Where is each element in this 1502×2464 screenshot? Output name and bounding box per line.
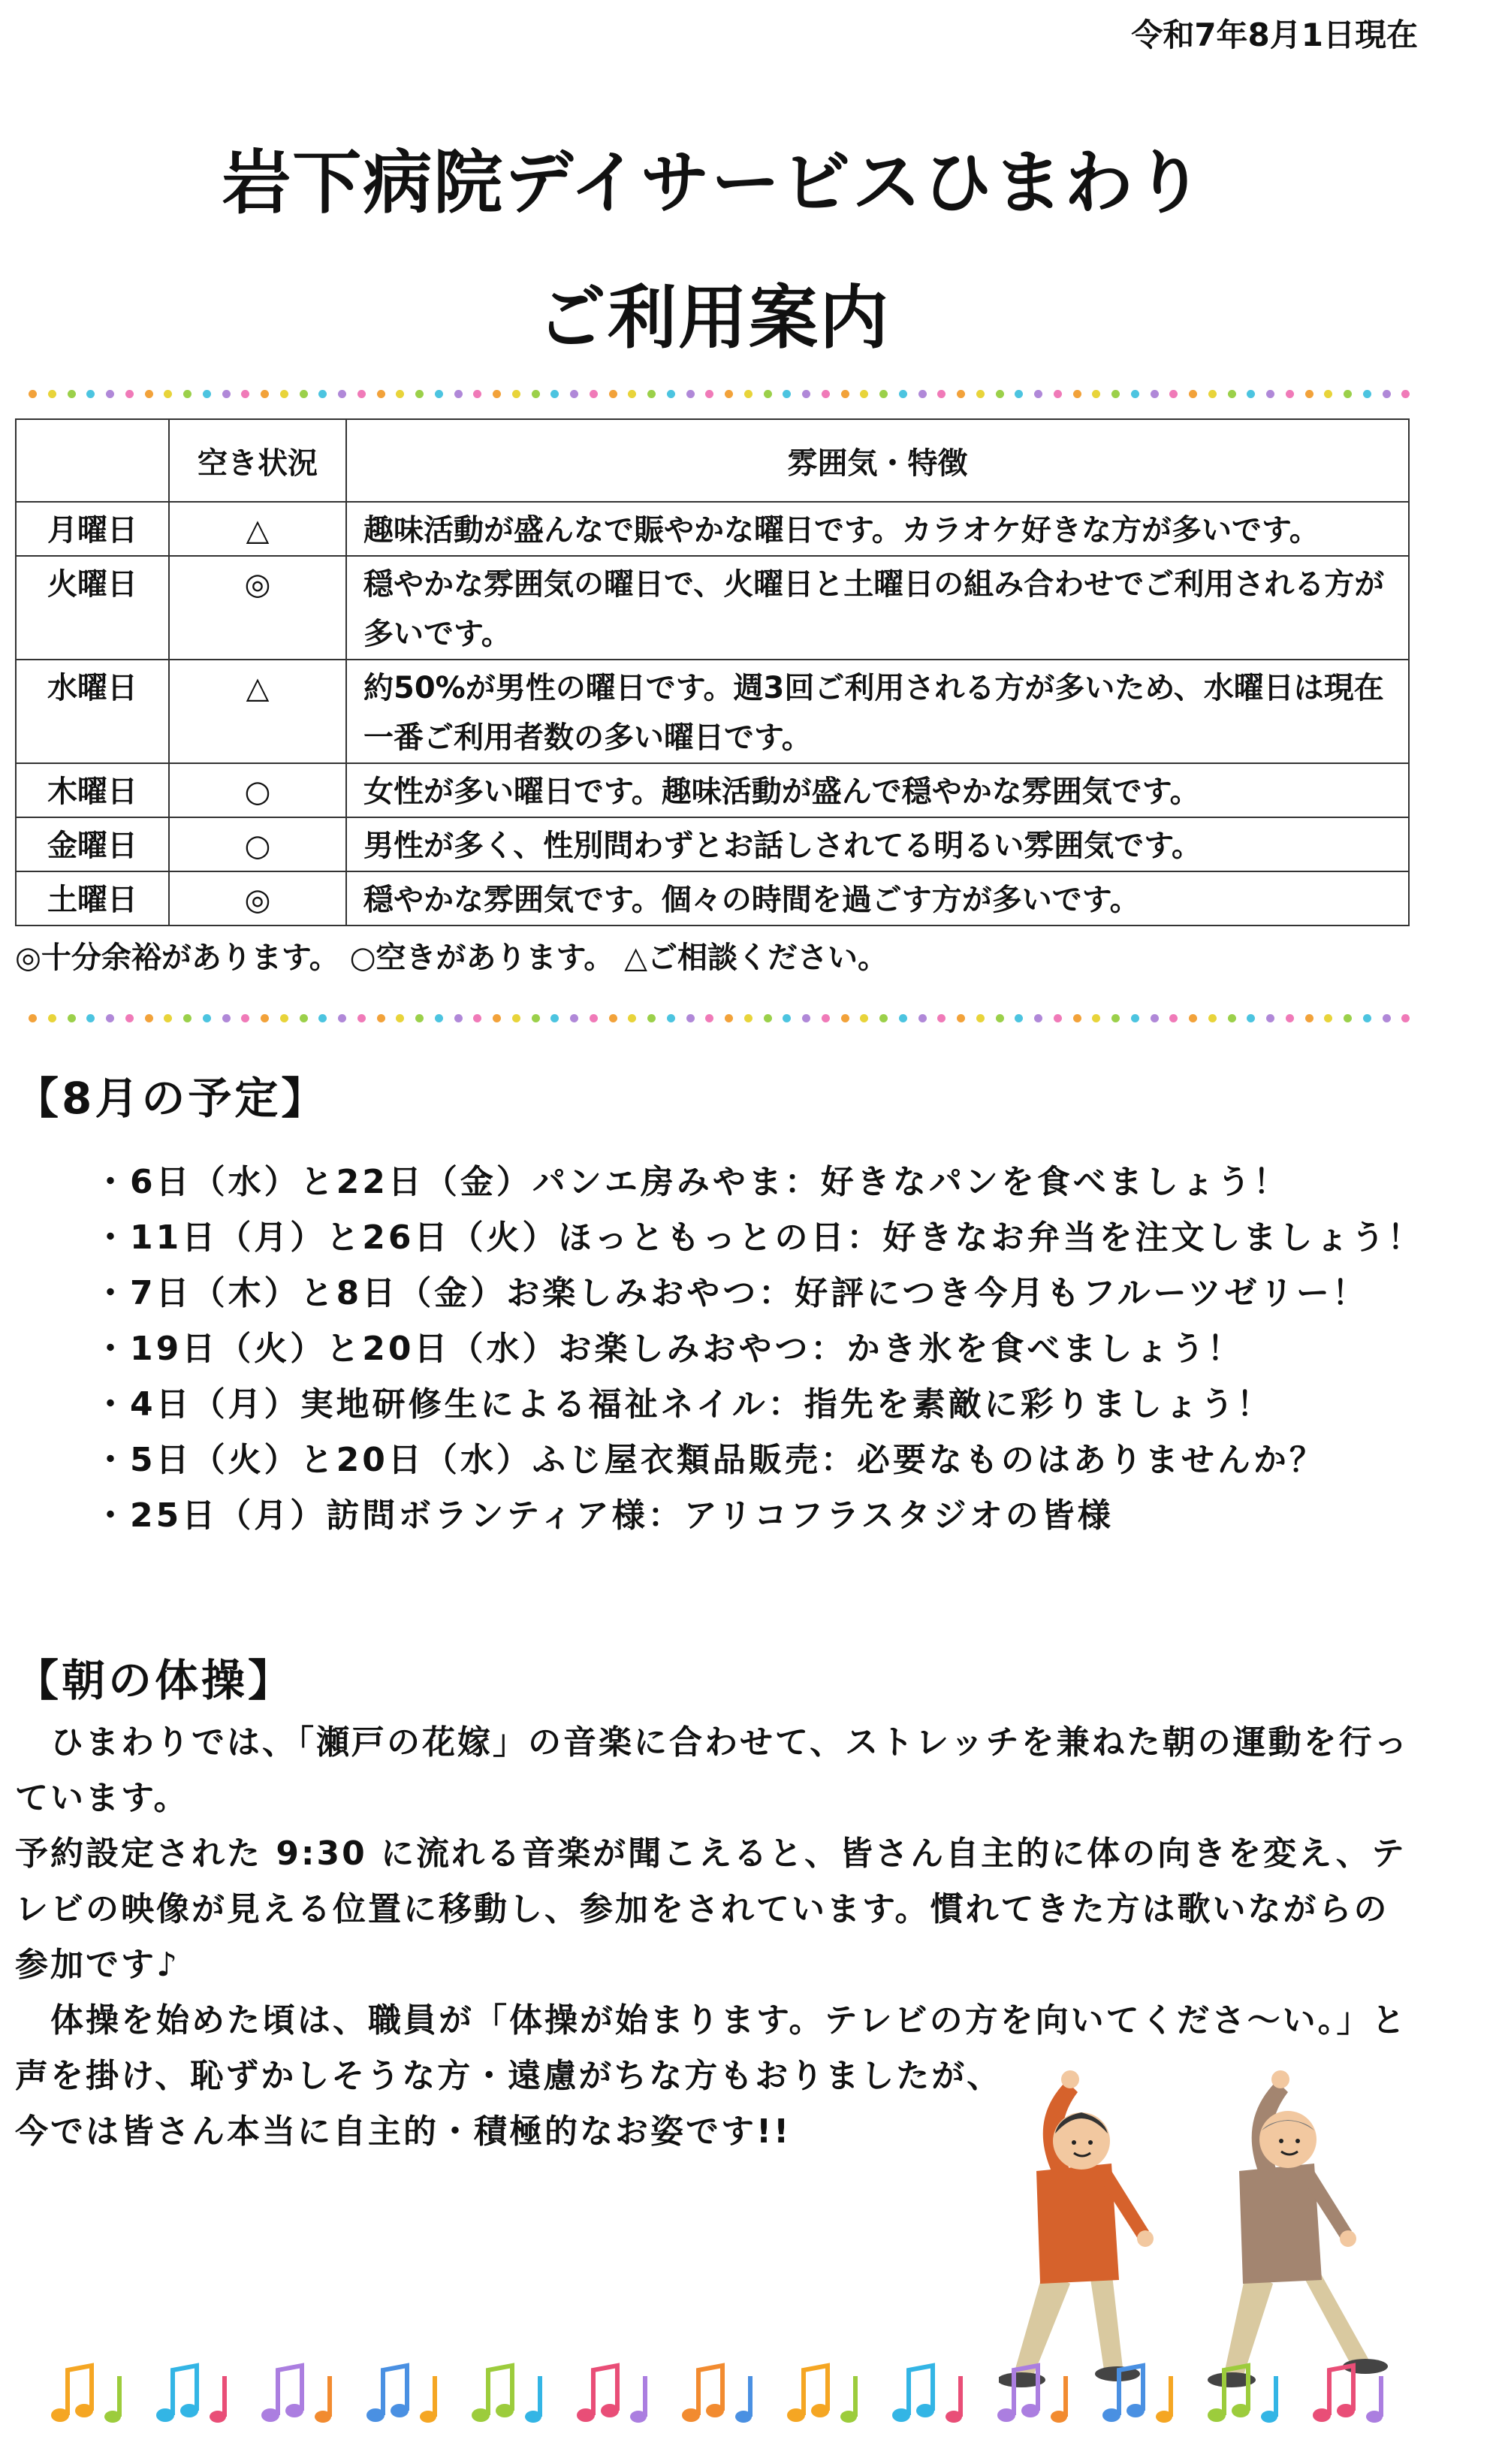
divider-dot [435, 1014, 443, 1022]
divider-dot [1034, 390, 1042, 398]
row-feature: 約50%が男性の曜日です。週3回ご利用される方が多いため、水曜日は現在一番ご利用者数の多い曜日です。 [346, 660, 1409, 763]
divider-dot [68, 390, 76, 398]
divider-dot [145, 390, 153, 398]
divider-dot [68, 1014, 76, 1022]
divider-dot [976, 1014, 985, 1022]
divider-dot [338, 1014, 346, 1022]
divider-dot [918, 1014, 927, 1022]
divider-dot [493, 1014, 501, 1022]
divider-dot [783, 1014, 791, 1022]
dotted-divider-middle [29, 1010, 1410, 1025]
music-note-icon [946, 2376, 962, 2423]
divider-dot [532, 390, 540, 398]
divider-dot [647, 1014, 656, 1022]
header-features: 雰囲気・特徴 [346, 419, 1409, 502]
divider-dot [261, 390, 269, 398]
divider-dot [1247, 390, 1255, 398]
divider-dot [996, 390, 1004, 398]
divider-dot [512, 1014, 520, 1022]
divider-dot [686, 390, 695, 398]
table-row [16, 502, 1409, 556]
divider-dot [609, 1014, 617, 1022]
divider-dot [1189, 1014, 1197, 1022]
divider-dot [822, 1014, 830, 1022]
music-note-icon [420, 2376, 436, 2423]
divider-dot [377, 1014, 385, 1022]
list-item: ・6日（水）と22日（金）パンエ房みやま：好きなパンを食べましょう！ [94, 1163, 1289, 1201]
divider-dot [357, 1014, 366, 1022]
divider-dot [590, 390, 598, 398]
divider-dot [628, 390, 636, 398]
divider-dot [203, 1014, 211, 1022]
divider-dot [1401, 1014, 1410, 1022]
divider-dot [899, 1014, 907, 1022]
music-note-icon [156, 2366, 198, 2422]
divider-dot [203, 390, 211, 398]
divider-dot [1054, 1014, 1062, 1022]
divider-dot [1054, 390, 1062, 398]
divider-dot [841, 1014, 849, 1022]
divider-dot [1228, 1014, 1236, 1022]
divider-dot [725, 390, 733, 398]
row-day: 土曜日 [16, 871, 169, 926]
table-row [16, 817, 1409, 871]
music-note-icon [630, 2376, 647, 2423]
header-availability: 空き状況 [169, 419, 346, 502]
divider-dot [1208, 1014, 1217, 1022]
divider-dot [1092, 1014, 1100, 1022]
divider-dot [899, 390, 907, 398]
divider-dot [996, 1014, 1004, 1022]
list-item: ・19日（火）と20日（水）お楽しみおやつ：かき氷を食べましょう！ [94, 1330, 1244, 1368]
divider-dot [473, 390, 481, 398]
divider-dot [1034, 1014, 1042, 1022]
divider-dot [300, 1014, 308, 1022]
divider-dot [609, 390, 617, 398]
paragraph: 体操を始めた頃は、職員が「体操が始まります。テレビの方を向いてくださ～い。」と声を掛け、恥ずかしそうな方・遠慮がちな方もおりましたが、 [15, 2001, 1407, 2095]
music-note-icon [997, 2366, 1039, 2422]
divider-dot [473, 1014, 481, 1022]
music-note-icon [787, 2366, 829, 2422]
divider-dot [1131, 390, 1139, 398]
divider-dot [1363, 1014, 1371, 1022]
divider-dot [1324, 390, 1332, 398]
divider-dot [1169, 390, 1178, 398]
schedule-list [94, 1155, 1423, 1544]
divider-dot [879, 1014, 888, 1022]
row-day: 水曜日 [16, 660, 169, 763]
music-note-icon [525, 2376, 541, 2423]
music-note-icon [472, 2366, 514, 2422]
music-note-icon [735, 2376, 752, 2423]
man-orange-icon [999, 2070, 1154, 2387]
table-row [16, 556, 1409, 660]
as-of-date: 令和7年8月1日現在 [1131, 17, 1418, 53]
divider-dot [937, 390, 946, 398]
divider-dot [415, 390, 424, 398]
divider-dot [1266, 390, 1274, 398]
divider-dot [976, 390, 985, 398]
divider-dot [860, 1014, 868, 1022]
divider-dot [764, 390, 772, 398]
man-brown-icon [1208, 2070, 1388, 2387]
dotted-divider-top [29, 386, 1410, 401]
music-note-icon [1051, 2376, 1067, 2423]
divider-dot [744, 390, 753, 398]
divider-dot [1015, 1014, 1023, 1022]
music-note-icon [1208, 2366, 1250, 2422]
row-feature: 穏やかな雰囲気です。個々の時間を過ごす方が多いです。 [346, 871, 1409, 926]
divider-dot [48, 390, 56, 398]
divider-dot [222, 390, 231, 398]
divider-dot [1344, 1014, 1352, 1022]
divider-dot [1247, 1014, 1255, 1022]
divider-dot [705, 1014, 713, 1022]
music-note-icon [1156, 2376, 1172, 2423]
divider-dot [1073, 390, 1081, 398]
page-title: 岩下病院デイサービスひまわり [222, 143, 1205, 223]
music-note-icon [51, 2366, 93, 2422]
divider-dot [918, 390, 927, 398]
divider-dot [318, 390, 327, 398]
divider-dot [48, 1014, 56, 1022]
divider-dot [841, 390, 849, 398]
music-note-icon [261, 2366, 303, 2422]
divider-dot [532, 1014, 540, 1022]
divider-dot [145, 1014, 153, 1022]
divider-dot [1383, 390, 1391, 398]
music-note-icon [840, 2376, 857, 2423]
divider-dot [1305, 390, 1313, 398]
availability-table [15, 418, 1410, 926]
music-note-icon [1102, 2366, 1145, 2422]
divider-dot [396, 1014, 404, 1022]
divider-dot [300, 390, 308, 398]
divider-dot [550, 1014, 559, 1022]
music-note-icon [892, 2366, 934, 2422]
divider-dot [1189, 390, 1197, 398]
music-note-icon [210, 2376, 226, 2423]
divider-dot [879, 390, 888, 398]
divider-dot [802, 1014, 810, 1022]
row-status: △ [169, 660, 346, 763]
music-notes-border [45, 2355, 1412, 2438]
divider-dot [1344, 390, 1352, 398]
divider-dot [164, 1014, 172, 1022]
divider-dot [454, 1014, 463, 1022]
row-feature: 女性が多い曜日です。趣味活動が盛んで穏やかな雰囲気です。 [346, 763, 1409, 817]
divider-dot [1305, 1014, 1313, 1022]
divider-dot [764, 1014, 772, 1022]
divider-dot [705, 390, 713, 398]
table-row [16, 660, 1409, 763]
divider-dot [512, 390, 520, 398]
divider-dot [280, 390, 288, 398]
table-row [16, 871, 1409, 926]
divider-dot [647, 390, 656, 398]
divider-dot [106, 1014, 114, 1022]
divider-dot [744, 1014, 753, 1022]
divider-dot [338, 390, 346, 398]
table-header-row [16, 419, 1409, 502]
divider-dot [783, 390, 791, 398]
divider-dot [280, 1014, 288, 1022]
row-status: ◎ [169, 556, 346, 660]
music-note-icon [577, 2366, 619, 2422]
divider-dot [667, 390, 675, 398]
divider-dot [1111, 1014, 1120, 1022]
divider-dot [1111, 390, 1120, 398]
divider-dot [222, 1014, 231, 1022]
row-feature: 趣味活動が盛んなで賑やかな曜日です。カラオケ好きな方が多いです。 [346, 502, 1409, 556]
divider-dot [550, 390, 559, 398]
divider-dot [937, 1014, 946, 1022]
divider-dot [396, 390, 404, 398]
divider-dot [1401, 390, 1410, 398]
divider-dot [570, 1014, 578, 1022]
divider-dot [822, 390, 830, 398]
music-note-icon [1313, 2366, 1355, 2422]
divider-dot [628, 1014, 636, 1022]
two-elderly-men-stretching-icon [999, 2058, 1419, 2389]
divider-dot [415, 1014, 424, 1022]
music-note-icon [366, 2366, 409, 2422]
music-note-icon [315, 2376, 331, 2423]
divider-dot [377, 390, 385, 398]
divider-dot [570, 390, 578, 398]
divider-dot [125, 390, 134, 398]
divider-dot [802, 390, 810, 398]
divider-dot [125, 1014, 134, 1022]
availability-legend: ◎十分余裕があります。 ○空きがあります。 △ご相談ください。 [15, 941, 888, 975]
divider-dot [667, 1014, 675, 1022]
divider-dot [183, 1014, 192, 1022]
divider-dot [1015, 390, 1023, 398]
divider-dot [1383, 1014, 1391, 1022]
divider-dot [86, 1014, 95, 1022]
header-day [16, 419, 169, 502]
divider-dot [454, 390, 463, 398]
paragraph: 今では皆さん本当に自主的・積極的なお姿です!! [15, 2112, 792, 2151]
divider-dot [318, 1014, 327, 1022]
divider-dot [1092, 390, 1100, 398]
divider-dot [164, 390, 172, 398]
schedule-heading: 【8月の予定】 [15, 1073, 328, 1124]
exercise-heading: 【朝の体操】 [15, 1655, 295, 1706]
row-day: 火曜日 [16, 556, 169, 660]
row-feature: 男性が多く、性別問わずとお話しされてる明るい雰囲気です。 [346, 817, 1409, 871]
divider-dot [493, 390, 501, 398]
row-status: ○ [169, 817, 346, 871]
divider-dot [106, 390, 114, 398]
row-status: △ [169, 502, 346, 556]
divider-dot [261, 1014, 269, 1022]
list-item: ・25日（月）訪問ボランティア様：アリコフラスタジオの皆様 [94, 1496, 1114, 1535]
divider-dot [1151, 1014, 1159, 1022]
divider-dot [183, 390, 192, 398]
list-item: ・5日（火）と20日（水）ふじ屋衣類品販売：必要なものはありませんか？ [94, 1441, 1326, 1479]
divider-dot [357, 390, 366, 398]
list-item: ・7日（木）と8日（金）お楽しみおやつ：好評につき今月もフルーツゼリー！ [94, 1274, 1368, 1312]
divider-dot [1286, 390, 1294, 398]
divider-dot [435, 390, 443, 398]
music-note-icon [1261, 2376, 1277, 2423]
table-row [16, 763, 1409, 817]
divider-dot [86, 390, 95, 398]
divider-dot [590, 1014, 598, 1022]
divider-dot [1324, 1014, 1332, 1022]
divider-dot [241, 1014, 249, 1022]
row-status: ○ [169, 763, 346, 817]
page-subtitle: ご利用案内 [536, 278, 890, 358]
divider-dot [1169, 1014, 1178, 1022]
row-day: 木曜日 [16, 763, 169, 817]
paragraph: ひまわりでは、「瀬戸の花嫁」の音楽に合わせて、ストレッチを兼ねた朝の運動を行っています。 [15, 1723, 1410, 1817]
divider-dot [1208, 390, 1217, 398]
row-day: 月曜日 [16, 502, 169, 556]
paragraph: 予約設定された 9:30 に流れる音楽が聞こえると、皆さん自主的に体の向きを変え、テレビの映像が見える位置に移動し、参加をされています。慣れてきた方は歌いながらの参加です♪ [15, 1834, 1407, 1984]
divider-dot [860, 390, 868, 398]
music-note-icon [1366, 2376, 1383, 2423]
divider-dot [1286, 1014, 1294, 1022]
divider-dot [1266, 1014, 1274, 1022]
divider-dot [686, 1014, 695, 1022]
divider-dot [1151, 390, 1159, 398]
divider-dot [957, 390, 965, 398]
divider-dot [1363, 390, 1371, 398]
list-item: ・11日（月）と26日（火）ほっともっとの日：好きなお弁当を注文しましょう！ [94, 1218, 1424, 1257]
row-day: 金曜日 [16, 817, 169, 871]
divider-dot [1228, 390, 1236, 398]
row-status: ◎ [169, 871, 346, 926]
divider-dot [1131, 1014, 1139, 1022]
divider-dot [29, 390, 37, 398]
divider-dot [29, 1014, 37, 1022]
row-feature: 穏やかな雰囲気の曜日で、火曜日と土曜日の組み合わせでご利用される方が多いです。 [346, 556, 1409, 660]
divider-dot [1073, 1014, 1081, 1022]
divider-dot [957, 1014, 965, 1022]
music-note-icon [104, 2376, 121, 2423]
divider-dot [241, 390, 249, 398]
divider-dot [725, 1014, 733, 1022]
music-note-icon [682, 2366, 724, 2422]
list-item: ・4日（月）実地研修生による福祉ネイル：指先を素敵に彩りましょう！ [94, 1385, 1273, 1424]
